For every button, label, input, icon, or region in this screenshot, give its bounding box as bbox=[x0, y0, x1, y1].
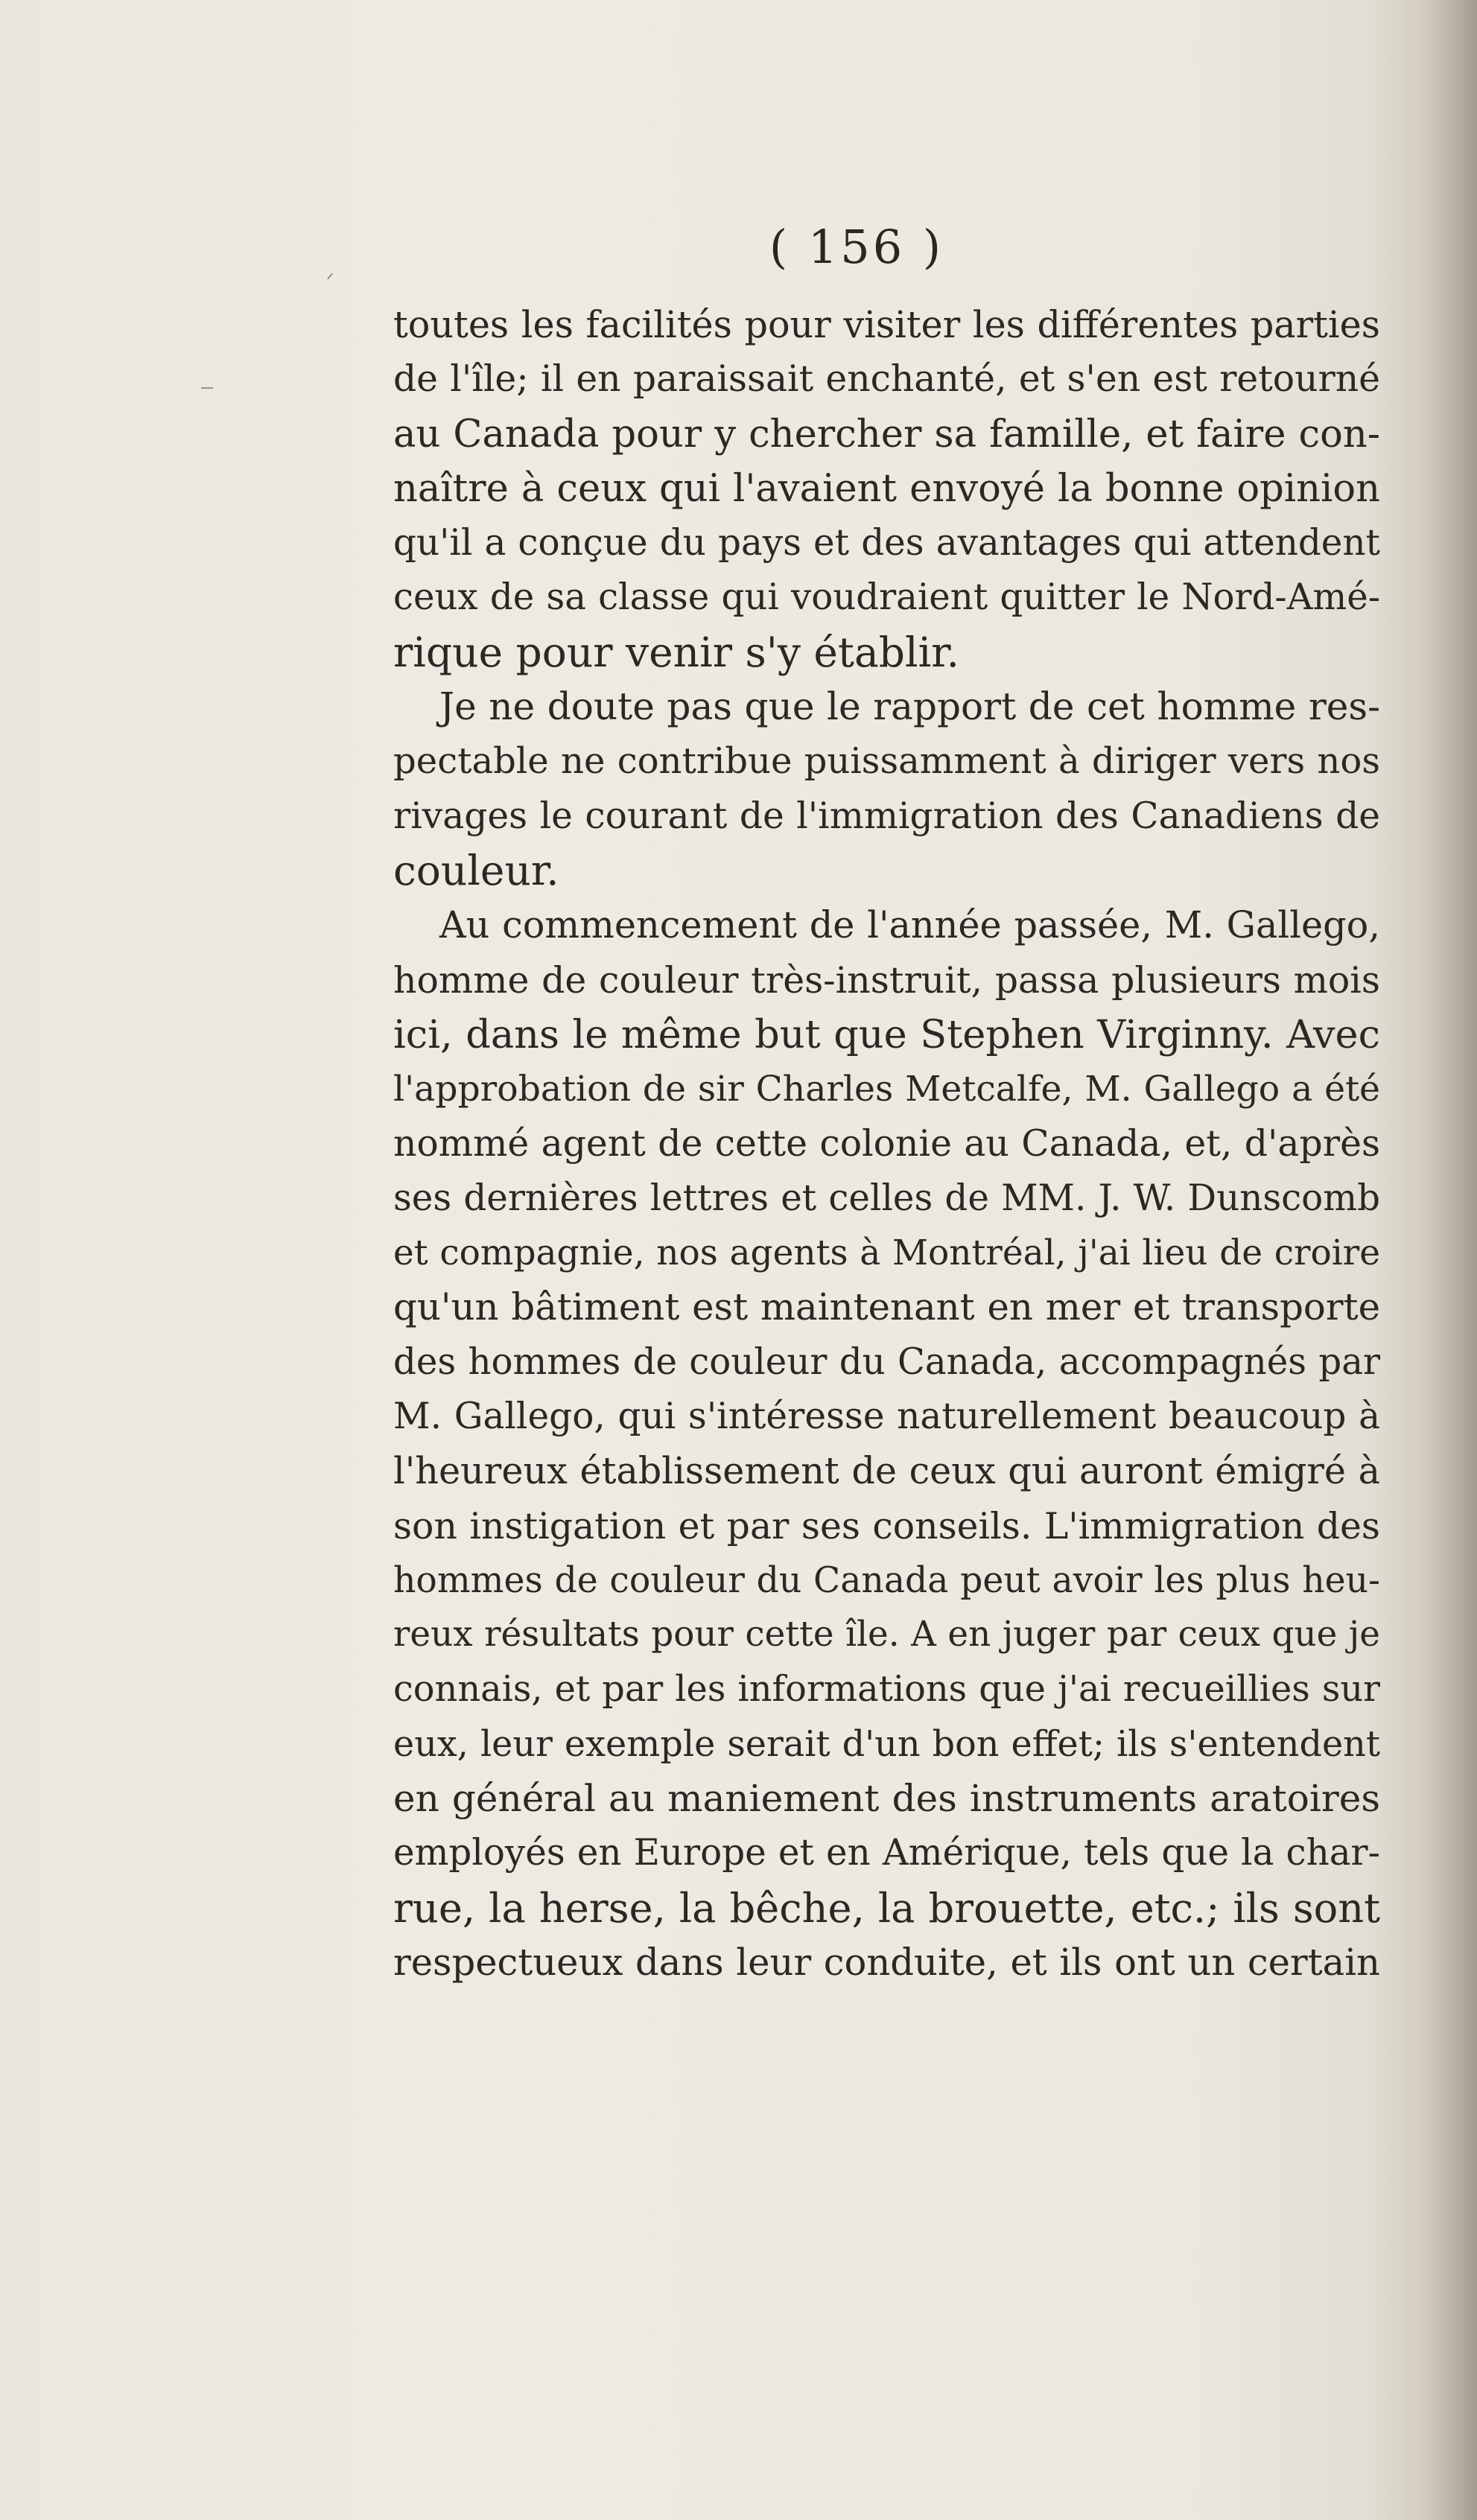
text-line: rue, la herse, la bêche, la brouette, etc.; ils sont bbox=[393, 1884, 1380, 1932]
text-line: son instigation et par ses conseils. L'immigration des bbox=[393, 1504, 1380, 1547]
text-line: qu'il a conçue du pays et des avantages qui attendent bbox=[393, 522, 1380, 564]
text-line: toutes les facilités pour visiter les différentes parties bbox=[393, 303, 1380, 346]
page-number: ( 156 ) bbox=[769, 220, 944, 274]
text-line: pectable ne contribue puissamment à diriger vers nos bbox=[393, 740, 1380, 783]
text-line: ses dernières lettres et celles de MM. J. W. Dunscomb bbox=[393, 1177, 1380, 1219]
text-line: Au commencement de l'année passée, M. Gallego, bbox=[439, 903, 1380, 947]
text-line: nommé agent de cette colonie au Canada, et, d'après bbox=[393, 1122, 1380, 1165]
text-line: ceux de sa classe qui voudraient quitter le Nord-Amé- bbox=[393, 576, 1380, 619]
text-line: l'heureux établissement de ceux qui auront émigré à bbox=[393, 1449, 1380, 1493]
text-line: ici, dans le même but que Stephen Virginny. Avec bbox=[393, 1011, 1380, 1057]
text-line: et compagnie, nos agents à Montréal, j'ai lieu de croire bbox=[393, 1232, 1380, 1274]
text-line: en général au maniement des instruments aratoires bbox=[393, 1777, 1380, 1821]
margin-mark bbox=[201, 387, 213, 389]
text-line: employés en Europe et en Amérique, tels que la char- bbox=[393, 1832, 1380, 1874]
text-line: de l'île; il en paraissait enchanté, et s'en est retourné bbox=[393, 358, 1380, 401]
text-line: Je ne doute pas que le rapport de cet homme res- bbox=[439, 685, 1380, 729]
text-line: des hommes de couleur du Canada, accompagnés par bbox=[393, 1340, 1380, 1383]
text-line: couleur. bbox=[393, 846, 559, 894]
text-line: naître à ceux qui l'avaient envoyé la bonne opinion bbox=[393, 466, 1380, 511]
text-line: connais, et par les informations que j'ai recueillies sur bbox=[393, 1669, 1380, 1711]
text-line: rique pour venir s'y établir. bbox=[393, 628, 959, 676]
text-line: reux résultats pour cette île. A en juger par ceux que je bbox=[393, 1614, 1380, 1655]
text-line: respectueux dans leur conduite, et ils ont un certain bbox=[393, 1940, 1380, 1984]
text-line: M. Gallego, qui s'intéresse naturellement beaucoup à bbox=[393, 1395, 1380, 1437]
text-line: rivages le courant de l'immigration des Canadiens de bbox=[393, 795, 1380, 837]
text-line: au Canada pour y chercher sa famille, et faire con- bbox=[393, 412, 1380, 456]
body-text bbox=[393, 298, 1380, 1990]
text-line: homme de couleur très-instruit, passa plusieurs mois bbox=[393, 958, 1380, 1002]
page-edge-shadow bbox=[1425, 0, 1477, 2520]
text-line: qu'un bâtiment est maintenant en mer et transporte bbox=[393, 1285, 1380, 1329]
text-line: hommes de couleur du Canada peut avoir les plus heu- bbox=[393, 1559, 1380, 1601]
text-line: eux, leur exemple serait d'un bon effet; ils s'entendent bbox=[393, 1723, 1380, 1765]
text-line: l'approbation de sir Charles Metcalfe, M. Gallego a été bbox=[393, 1069, 1380, 1110]
